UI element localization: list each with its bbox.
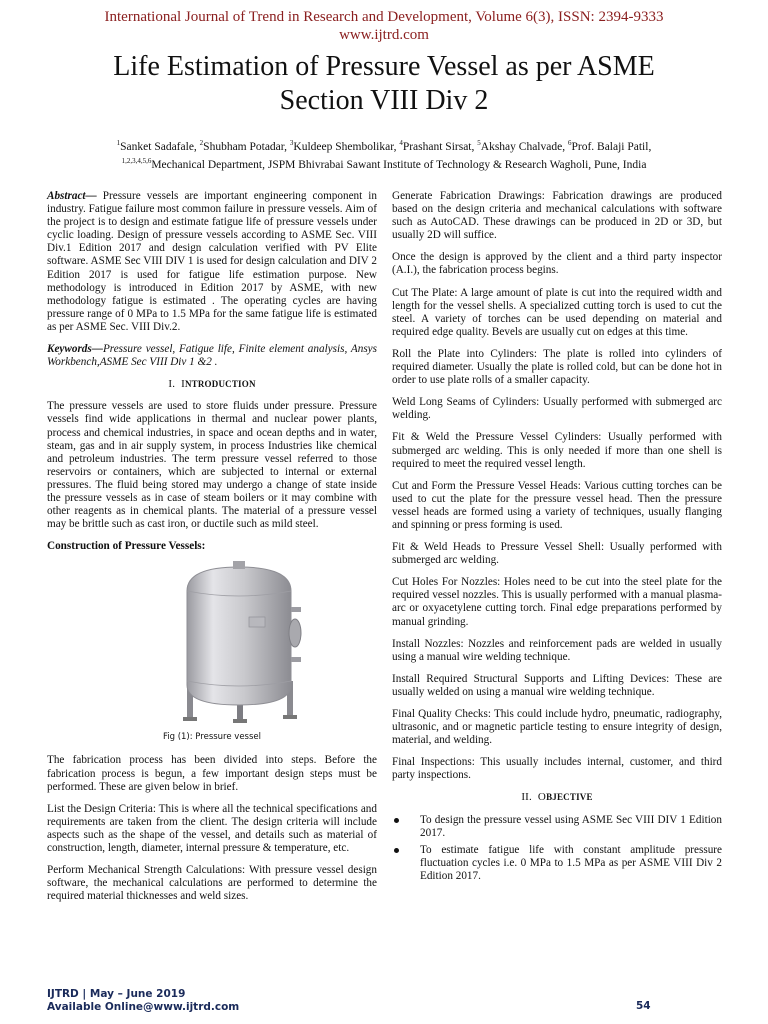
vessel-foot	[183, 717, 197, 721]
section-number: I.	[168, 378, 176, 391]
step-paragraph: Install Nozzles: Nozzles and reinforcement pads are welded in usually using a manual wire welding technique.	[392, 637, 722, 663]
step-paragraph: Fit & Weld Heads to Pressure Vessel Shell: Usually performed with submerged arc welding.	[392, 541, 722, 567]
left-column	[47, 190, 377, 912]
journal-header	[0, 8, 768, 44]
pressure-vessel-image	[47, 561, 377, 729]
vessel-manhole	[289, 619, 301, 647]
author-sup: 6	[567, 139, 572, 147]
section-heading-rest: NTRODUCTION	[184, 379, 256, 390]
affiliation-sup: 1,2,3,4,5,6	[121, 156, 152, 165]
abstract-label: Abstract—	[47, 190, 97, 202]
list-item	[392, 844, 722, 883]
construction-heading: Construction of Pressure Vessels:	[47, 540, 206, 553]
vessel-foot	[283, 715, 297, 719]
author-sup: 5	[477, 139, 481, 147]
keywords-label: Keywords—	[47, 343, 103, 356]
section-heading-rest: BJECTIVE	[546, 792, 593, 803]
objective-list	[392, 814, 722, 883]
step-paragraph: Final Inspections: This usually includes internal, customer, and third party inspections.	[392, 756, 722, 782]
author-list	[40, 136, 728, 154]
list-item-text: To estimate fatigue life with constant amplitude pressure fluctuation cycles i.e. 0 MPa to 1.5 MPa as per ASME VIII Div 2 Edition 2017.	[420, 843, 722, 882]
author-name: Akshay Chalvade,	[480, 140, 568, 153]
list-item	[392, 814, 722, 840]
step-paragraph: Final Quality Checks: This could include hydro, pneumatic, radiography, ultrasonic, and or magnetic particle testing to ensure integrity of design, material, and welding.	[392, 708, 722, 747]
author-sup: 4	[399, 139, 403, 147]
design-criteria: List the Design Criteria: This is where all the technical specifications and requirements are taken from the client. The design criteria will include aspects such as the shape of the vessel, and details such as material of construction, length, diameter, internal pressure & temperature, etc.	[47, 802, 377, 854]
list-item-text: To design the pressure vessel using ASME Sec VIII DIV 1 Edition 2017.	[420, 813, 722, 839]
footer-issue: IJTRD | May – June 2019	[47, 988, 186, 1000]
strength-calculations: Perform Mechanical Strength Calculations: With pressure vessel design software, the mechanical calculations are performed to determine the required material thicknesses and weld sizes.	[47, 864, 377, 903]
author-name: Kuldeep Shembolikar,	[293, 140, 400, 153]
author-name: Prashant Sirsat,	[402, 140, 478, 153]
section-number: II.	[521, 791, 532, 804]
step-paragraph: Cut Holes For Nozzles: Holes need to be cut into the steel plate for the required vessel nozzles. This is usually performed with a manual plasma-arc or oxyacetylene cutting torch. Final edge preparations performed by manual grinding.	[392, 576, 722, 628]
keywords-text: Pressure vessel, Fatigue life, Finite element analysis, Ansys Workbench,ASME Sec VIII Div 1 &2 .	[47, 343, 377, 369]
right-column	[392, 190, 722, 887]
step-paragraph: Weld Long Seams of Cylinders: Usually performed with submerged arc welding.	[392, 396, 722, 422]
author-name: Prof. Balaji Patil,	[571, 140, 652, 153]
pressure-vessel-figure	[47, 561, 377, 729]
author-block	[40, 136, 728, 172]
step-paragraph: Cut The Plate: A large amount of plate is cut into the required width and length for the vessel shells. A specialized cutting torch is used to cut the steel. A variety of torches can be used depending on material and required edge quality. Bevels are usually cut on edges at this time.	[392, 286, 722, 338]
section-heading-objective	[392, 791, 722, 804]
vessel-side-nozzle	[291, 657, 301, 662]
bullet-icon	[394, 818, 399, 823]
vessel-nameplate	[249, 617, 265, 627]
section-heading-initial: O	[537, 791, 547, 804]
author-affiliation	[40, 154, 728, 172]
step-paragraph: Fit & Weld the Pressure Vessel Cylinders: Usually performed with submerged arc welding. This is only needed if more than one shell is required to meet the required vessel length.	[392, 431, 722, 470]
vessel-side-nozzle	[291, 607, 301, 612]
author-sup: 2	[199, 139, 204, 147]
author-name: Shubham Potadar,	[203, 140, 290, 153]
step-paragraph: Cut and Form the Pressure Vessel Heads: Various cutting torches can be used to cut the plate for the pressure vessel head. Then the pressure vessel heads are formed using a variety of techniques, usually flanging and spinning or press forming is used.	[392, 479, 722, 531]
intro-paragraph: The pressure vessels are used to store fluids under pressure. Pressure vessels find wide applications in thermal and nuclear power plants, process and chemical industries, in space and ocean depths and in water, steam, gas and in air supply system, in process Industries like chemical and petroleum industries. The term pressure vessel referred to those reservoirs or containers, which are subjected to internal or external pressures. The fluid being stored may undergo a change of state inside the pressure vessels as in case of steam boilers or it may combine with other reagents as in chemical plants. The material of a pressure vessel may be brittle such as cast iron, or ductile such as mild steel.	[47, 400, 377, 531]
section-heading-introduction	[47, 378, 377, 391]
footer-available: Available Online@www.ijtrd.com	[47, 1001, 240, 1013]
paper-title	[0, 50, 768, 118]
figure-caption: Fig (1): Pressure vessel	[162, 732, 262, 743]
bullet-icon	[394, 848, 399, 853]
author-sup: 1	[116, 139, 121, 147]
step-paragraph: Install Required Structural Supports and Lifting Devices: These are usually welded on using a manual wire welding technique.	[392, 672, 722, 698]
affiliation-text: Mechanical Department, JSPM Bhivrabai Sawant Institute of Technology & Research Wagholi, Pune, India	[151, 158, 647, 171]
step-paragraph: Once the design is approved by the client and a third party inspector (A.I.), the fabrication process begins.	[392, 251, 722, 277]
vessel-foot	[233, 719, 247, 723]
journal-name: International Journal of Trend in Research and Development, Volume 6(3), ISSN: 2394-9333	[104, 9, 664, 25]
author-name: Sanket Sadafale,	[120, 140, 200, 153]
title-line-1: Life Estimation of Pressure Vessel as per ASME	[113, 51, 655, 82]
fabrication-intro: The fabrication process has been divided into steps. Before the fabrication process is begun, a few important design steps must be performed. These are given below in brief.	[47, 754, 377, 793]
title-line-2: Section VIII Div 2	[279, 85, 489, 116]
section-heading-initial: I	[181, 378, 185, 391]
vessel-top-nozzle	[233, 561, 245, 569]
page-number: 54	[636, 1000, 651, 1012]
journal-website: www.ijtrd.com	[339, 27, 429, 43]
keywords	[47, 343, 377, 369]
abstract	[47, 190, 377, 334]
step-paragraph: Roll the Plate into Cylinders: The plate is rolled into cylinders of required diameter. Usually the plate is rolled cold, but can be done hot in order to use plate rolls of a smaller capacity.	[392, 347, 722, 387]
vessel-shell	[187, 567, 291, 705]
step-paragraph: Generate Fabrication Drawings: Fabrication drawings are produced based on the design criteria and mechanical calculations with software such as AutoCAD. These drawings can be produced in 2D or 3D, but usually 2D will suffice.	[392, 190, 722, 242]
footer	[47, 988, 239, 1014]
abstract-text: Pressure vessels are important engineering component in industry. Fatigue failure most common failure in pressure vessels. Aim of the project is to design and estimate fatigue life of pressure vessels under cyclic loading. Design of pressure vessels according to ASME Sec. VIII Div.1 Edition 2017 and design calculation verified with PV Elite software. ASME Sec VIII DIV 1 is used for design calculation and DIV 2 Edition 2017 is used for fatigue life estimation purpose. New methodology is introduced in Edition 2017 by ASME, with new methodology fatigue is estimated . The operating cycles are having pressure range of 0 MPa to 1.5 MPa for the same fatigue life is estimated as per ASME Sec. VIII Div.2.	[47, 190, 377, 333]
author-sup: 3	[289, 139, 294, 147]
